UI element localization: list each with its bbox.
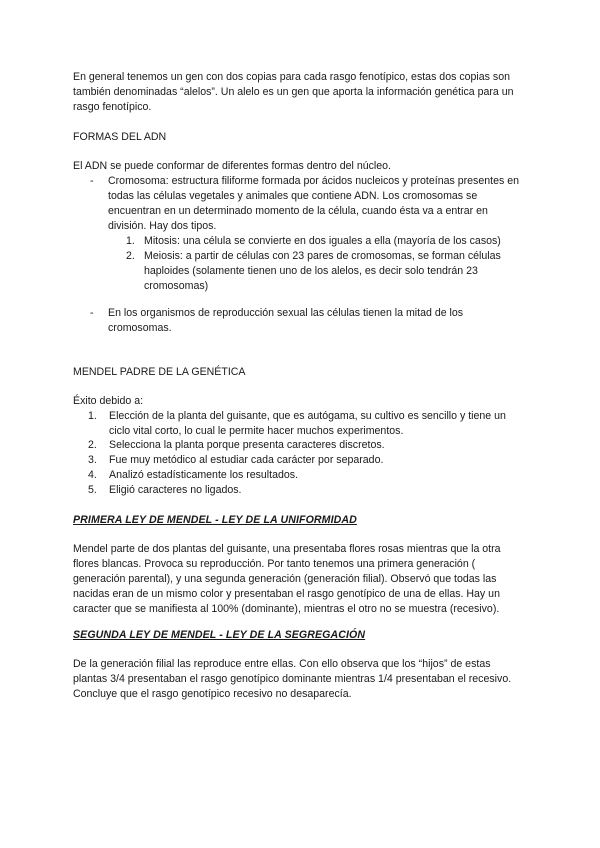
list-number: 1.	[88, 410, 97, 422]
subitem-text: Mitosis: una célula se convierte en dos iguales a ella (mayoría de los casos)	[144, 235, 501, 247]
bullet-text: En los organismos de reproducción sexual las células tienen la mitad de los cromosomas.	[108, 307, 464, 334]
list-text: Elección de la planta del guisante, que es autógama, su cultivo es sencillo y tiene un ciclo vital corto, lo cual le permite hacer muchos experimentos.	[109, 410, 506, 437]
list-item	[88, 438, 528, 453]
list-text: Analizó estadísticamente los resultados.	[109, 469, 299, 481]
segunda-ley-heading: SEGUNDA LEY DE MENDEL - LEY DE LA SEGREGACIÓN	[73, 629, 366, 641]
bullet-item-cromosoma	[90, 174, 526, 234]
primera-ley-heading: PRIMERA LEY DE MENDEL - LEY DE LA UNIFORMIDAD	[73, 514, 357, 526]
list-number: 4.	[88, 469, 97, 481]
list-number: 3.	[88, 454, 97, 466]
list-text: Fue muy metódico al estudiar cada carácter por separado.	[109, 454, 384, 466]
subitem-mitosis	[126, 234, 526, 249]
list-number: 5.	[88, 484, 97, 496]
subitem-meiosis	[126, 249, 526, 294]
bullet-item-reproduccion	[90, 306, 526, 336]
formas-paragraph: El ADN se puede conformar de diferentes formas dentro del núcleo.	[73, 160, 391, 172]
primera-ley-paragraph: Mendel parte de dos plantas del guisante, una presentaba flores rosas mientras que la otra flores blancas. Provoca su reproducción. Por tanto tenemos una primera generación ( generación parental), y una segunda generación (generación filial). Observó que todas las nacidas eran de un mismo color y presentaban el rasgo genotípico de una de ellas. Hay un caracter que se manifiesta al 100% (dominante), mientras el otro no se muestra (recesivo).	[73, 543, 501, 615]
list-item	[88, 483, 528, 498]
bullet-mark: -	[90, 307, 94, 319]
mendel-heading: MENDEL PADRE DE LA GENÉTICA	[73, 366, 246, 378]
segunda-ley-paragraph: De la generación filial las reproduce entre ellas. Con ello observa que los “hijos” de estas plantas 3/4 presentaban el rasgo genotípico dominante mientras 1/4 presentaban el recesivo. Concluye que el rasgo genotípico recesivo no desaparecía.	[73, 658, 512, 700]
subitem-text: Meiosis: a partir de células con 23 pares de cromosomas, se forman células haploides (solamente tienen uno de los alelos, es decir solo tendrán 23 cromosomas)	[144, 250, 501, 292]
list-item	[88, 453, 528, 468]
formas-heading: FORMAS DEL ADN	[73, 131, 167, 143]
list-number: 2.	[88, 439, 97, 451]
subitem-number: 2.	[126, 250, 135, 262]
bullet-mark: -	[90, 175, 94, 187]
list-item	[88, 409, 528, 439]
list-text: Selecciona la planta porque presenta caracteres discretos.	[109, 439, 385, 451]
list-text: Eligió caracteres no ligados.	[109, 484, 242, 496]
mendel-intro: Éxito debido a:	[73, 395, 144, 407]
intro-paragraph: En general tenemos un gen con dos copias para cada rasgo fenotípico, estas dos copias son también denominadas “alelos”. Un alelo es un gen que aporta la información genética para un rasgo fenotípico.	[73, 71, 514, 113]
bullet-text: Cromosoma: estructura filiforme formada por ácidos nucleicos y proteínas presentes en todas las células vegetales y animales que contiene ADN. Los cromosomas se encuentran en un determinado momento de la célula, cuando ésta va a entrar en división. Hay dos tipos.	[108, 175, 519, 232]
subitem-number: 1.	[126, 235, 135, 247]
list-item	[88, 468, 528, 483]
